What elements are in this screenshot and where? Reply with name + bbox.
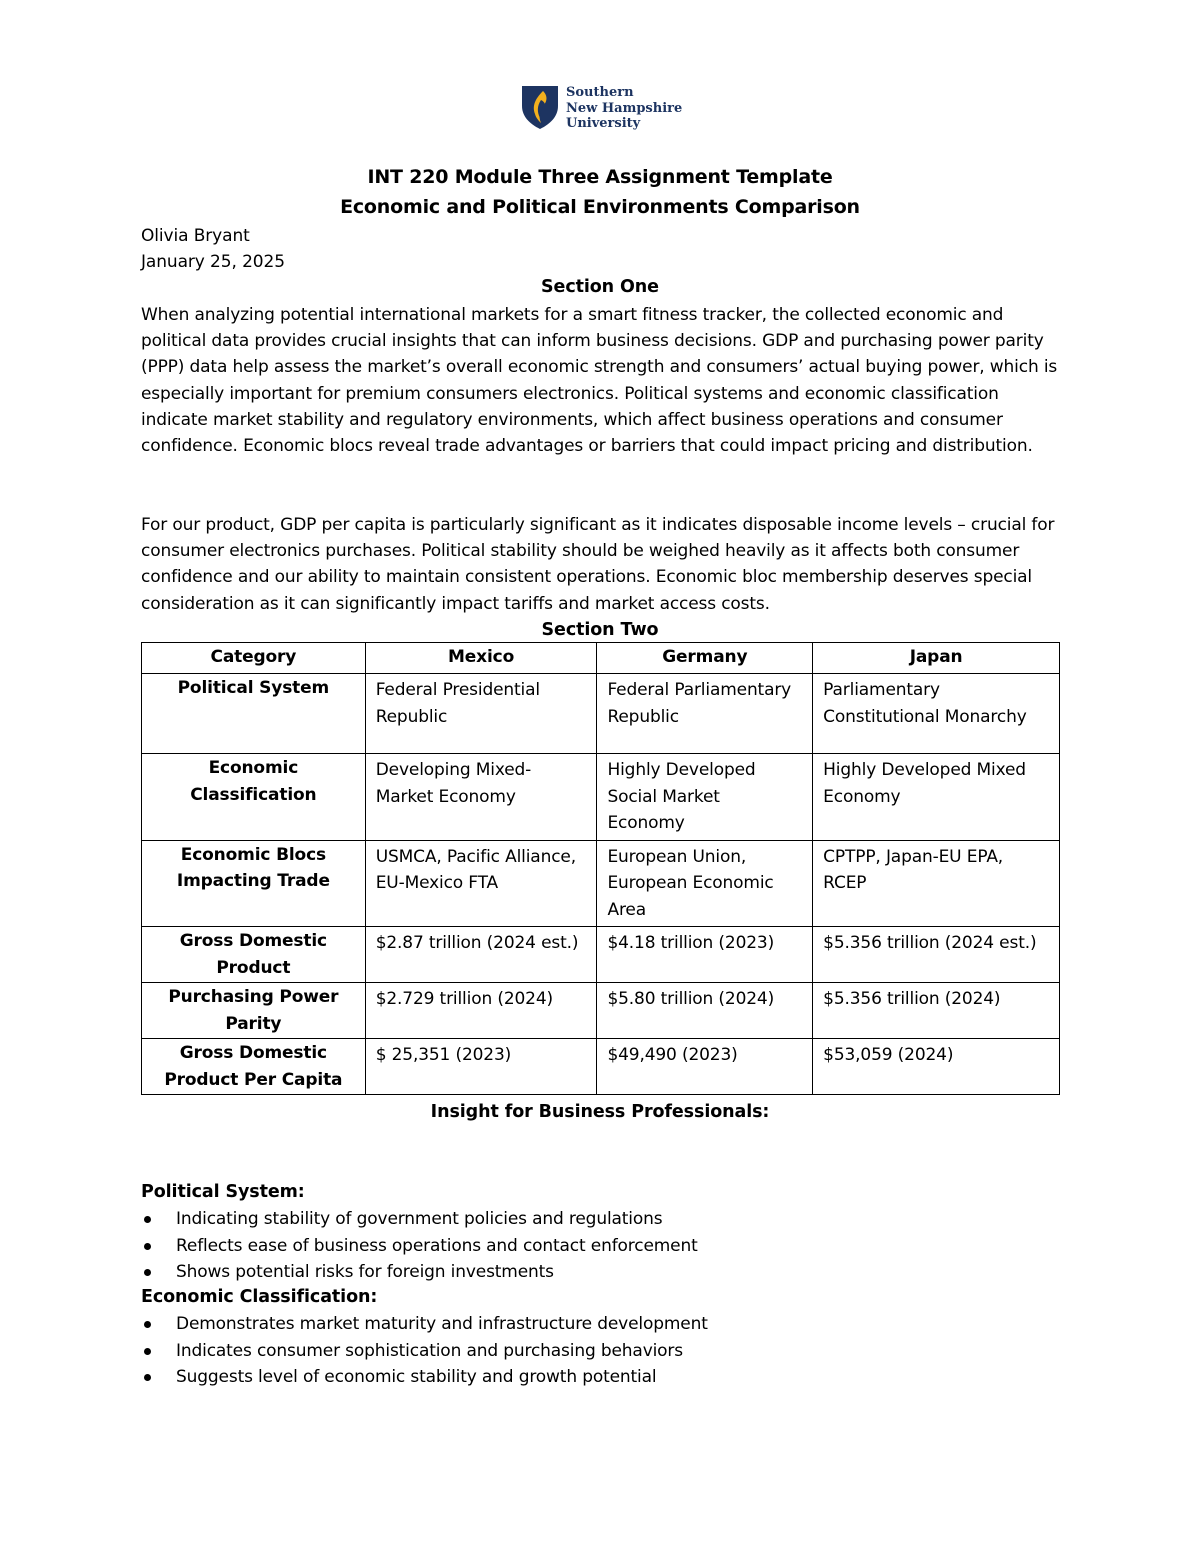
table-cell: $4.18 trillion (2023) bbox=[597, 927, 813, 983]
comparison-table bbox=[141, 642, 1060, 1095]
row-category: Purchasing Power Parity bbox=[142, 983, 366, 1039]
table-cell: European Union, European Economic Area bbox=[597, 840, 813, 927]
section-one-paragraph: For our product, GDP per capita is particularly significant as it indicates disposable income levels – crucial for consumer electronics purchases. Political stability should be weighed heavily as it affects both consumer confidence and our ability to maintain consistent operations. Economic bloc membership deserves special consideration as it can significantly impact tariffs and market access costs. bbox=[141, 515, 1055, 614]
section-two-heading: Section Two bbox=[541, 620, 659, 640]
list-item: Suggests level of economic stability and growth potential bbox=[141, 1364, 708, 1391]
row-category: Economic Classification bbox=[142, 754, 366, 841]
row-category: Economic Blocs Impacting Trade bbox=[142, 840, 366, 927]
table-cell: USMCA, Pacific Alliance, EU-Mexico FTA bbox=[365, 840, 597, 927]
table-cell: CPTPP, Japan-EU EPA, RCEP bbox=[813, 840, 1060, 927]
table-cell: $5.356 trillion (2024) bbox=[813, 983, 1060, 1039]
shield-flame-icon bbox=[520, 84, 560, 130]
row-category: Political System bbox=[142, 674, 366, 754]
list-item: Shows potential risks for foreign investments bbox=[141, 1259, 698, 1286]
bullet-list bbox=[141, 1311, 708, 1391]
table-cell: Federal Parliamentary Republic bbox=[597, 674, 813, 754]
insight-group-title: Economic Classification: bbox=[141, 1287, 378, 1307]
logo-line: New Hampshire bbox=[566, 100, 683, 116]
table-row bbox=[142, 983, 1060, 1039]
insights-heading: Insight for Business Professionals: bbox=[430, 1102, 770, 1122]
table-row bbox=[142, 840, 1060, 927]
table-row bbox=[142, 927, 1060, 983]
column-header: Germany bbox=[597, 643, 813, 674]
logo-line: Southern bbox=[566, 85, 634, 100]
table-cell: $49,490 (2023) bbox=[597, 1039, 813, 1095]
table-cell: Federal Presidential Republic bbox=[365, 674, 597, 754]
column-header: Category bbox=[142, 643, 366, 674]
list-item: Indicating stability of government policies and regulations bbox=[141, 1206, 698, 1233]
section-one-heading: Section One bbox=[541, 277, 659, 297]
author-name: Olivia Bryant bbox=[141, 226, 250, 246]
insight-group-title: Political System: bbox=[141, 1182, 305, 1202]
table-cell: Parliamentary Constitutional Monarchy bbox=[813, 674, 1060, 754]
bullet-list bbox=[141, 1206, 698, 1286]
table-cell: $2.87 trillion (2024 est.) bbox=[365, 927, 597, 983]
table-row bbox=[142, 754, 1060, 841]
table-cell: Developing Mixed-Market Economy bbox=[365, 754, 597, 841]
document-date: January 25, 2025 bbox=[141, 252, 285, 272]
document-title: INT 220 Module Three Assignment Template bbox=[367, 166, 833, 188]
section-one-paragraph: When analyzing potential international markets for a smart fitness tracker, the collected economic and political data provides crucial insights that can inform business decisions. GDP and purchasing power parity (PPP) data help assess the market’s overall economic strength and consumers’ actual buying power, which is especially important for premium consumers electronics. Political systems and economic classification indicate market stability and regulatory environments, which affect business operations and consumer confidence. Economic blocs reveal trade advantages or barriers that could impact pricing and distribution. bbox=[141, 305, 1058, 457]
table-cell: Highly Developed Social Market Economy bbox=[597, 754, 813, 841]
row-category: Gross Domestic Product bbox=[142, 927, 366, 983]
table-cell: $5.356 trillion (2024 est.) bbox=[813, 927, 1060, 983]
list-item: Indicates consumer sophistication and purchasing behaviors bbox=[141, 1338, 708, 1365]
table-header-row bbox=[142, 643, 1060, 674]
university-logo bbox=[520, 84, 690, 134]
logo-wordmark bbox=[566, 85, 682, 132]
document-subtitle: Economic and Political Environments Comparison bbox=[340, 196, 860, 218]
table-row bbox=[142, 674, 1060, 754]
table-cell: $53,059 (2024) bbox=[813, 1039, 1060, 1095]
table-cell: $ 25,351 (2023) bbox=[365, 1039, 597, 1095]
column-header: Mexico bbox=[365, 643, 597, 674]
logo-line: University bbox=[566, 116, 641, 131]
table-cell: $5.80 trillion (2024) bbox=[597, 983, 813, 1039]
table-row bbox=[142, 1039, 1060, 1095]
table-cell: Highly Developed Mixed Economy bbox=[813, 754, 1060, 841]
list-item: Demonstrates market maturity and infrastructure development bbox=[141, 1311, 708, 1338]
table-cell: $2.729 trillion (2024) bbox=[365, 983, 597, 1039]
row-category: Gross Domestic Product Per Capita bbox=[142, 1039, 366, 1095]
column-header: Japan bbox=[813, 643, 1060, 674]
list-item: Reflects ease of business operations and contact enforcement bbox=[141, 1233, 698, 1260]
